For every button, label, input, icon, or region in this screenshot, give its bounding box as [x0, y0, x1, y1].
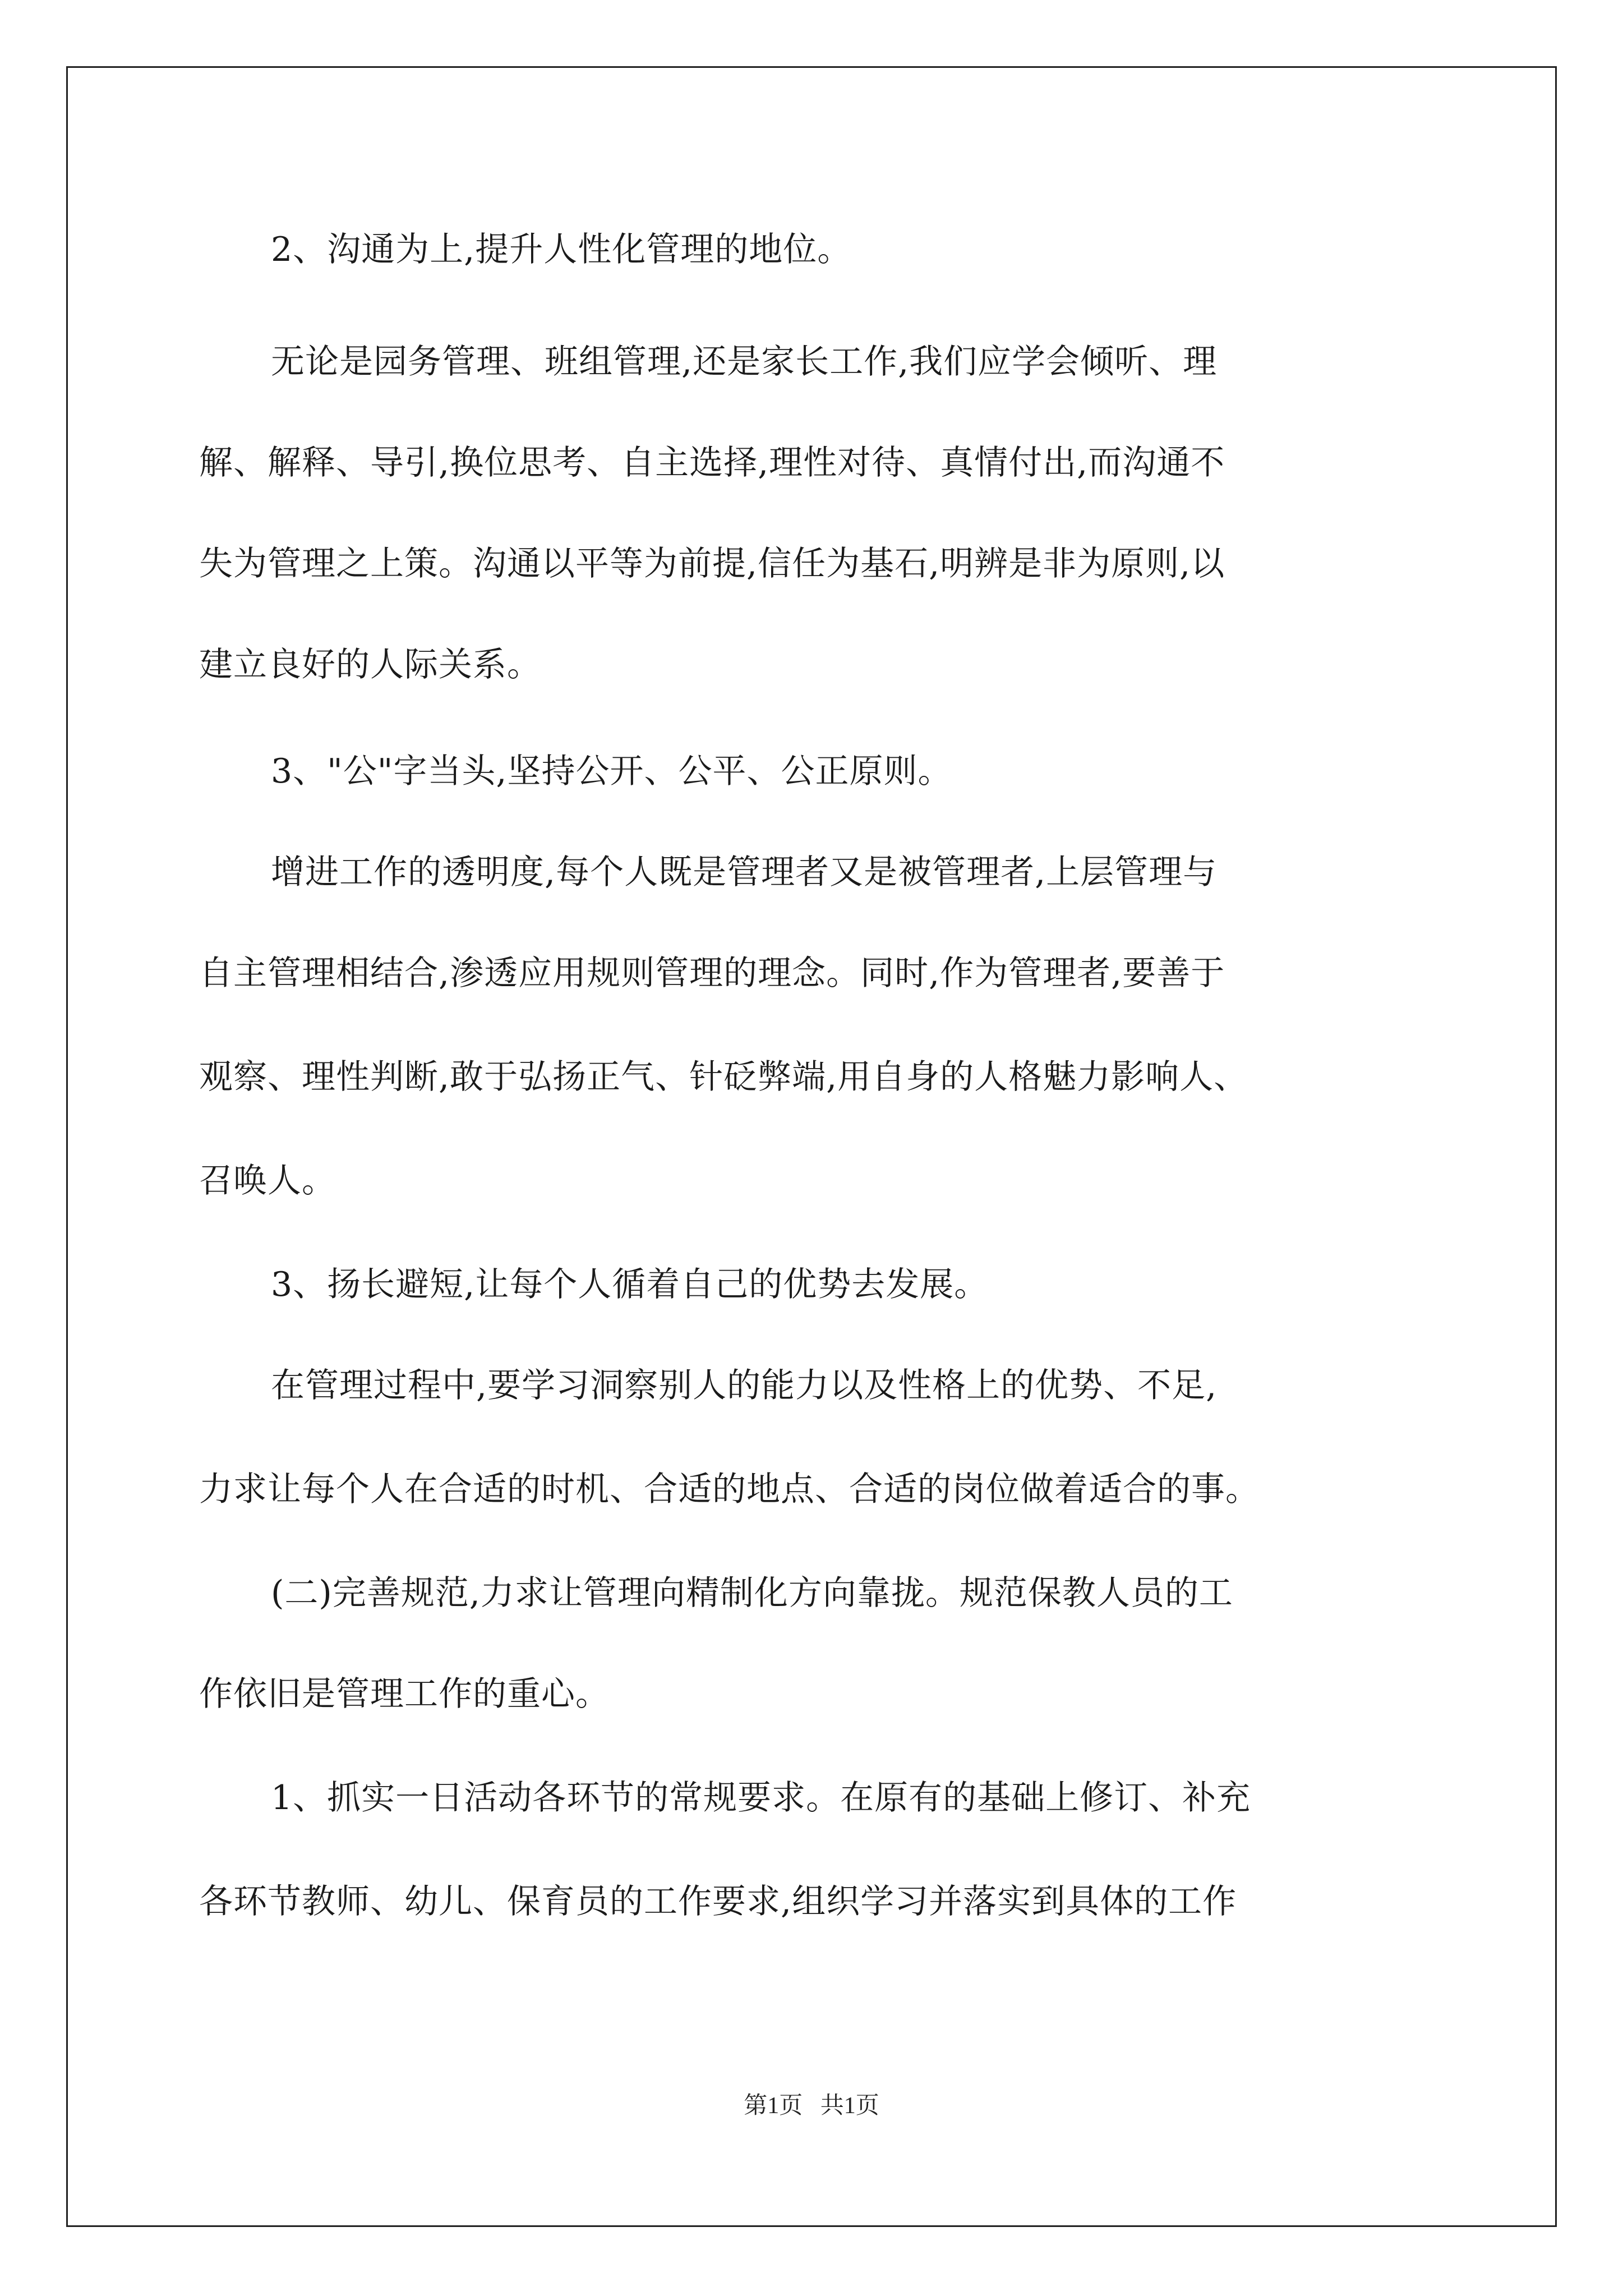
paragraph-line: 力求让每个人在合适的时机、合适的地点、合适的岗位做着适合的事。 [199, 1470, 1260, 1509]
paragraph-line: 失为管理之上策。沟通以平等为前提,信任为基石,明辨是非为原则,以 [199, 544, 1225, 583]
paragraph-line: 观察、理性判断,敢于弘扬正气、针砭弊端,用自身的人格魅力影响人、 [199, 1057, 1248, 1097]
paragraph-heading: 3、扬长避短,让每个人循着自己的优势去发展。 [271, 1265, 989, 1304]
paragraph-heading: (二)完善规范,力求让管理向精制化方向靠拢。规范保教人员的工 [271, 1573, 1233, 1613]
paragraph-line: 增进工作的透明度,每个人既是管理者又是被管理者,上层管理与 [271, 853, 1218, 892]
paragraph-heading: 1、抓实一日活动各环节的常规要求。在原有的基础上修订、补充 [271, 1778, 1251, 1818]
paragraph-line: 解、解释、导引,换位思考、自主选择,理性对待、真情付出,而沟通不 [199, 443, 1225, 482]
paragraph-line: 作依旧是管理工作的重心。 [199, 1674, 610, 1714]
paragraph-line: 建立良好的人际关系。 [199, 645, 541, 684]
paragraph-line: 各环节教师、幼儿、保育员的工作要求,组织学习并落实到具体的工作 [199, 1882, 1237, 1921]
paragraph-line: 自主管理相结合,渗透应用规则管理的理念。同时,作为管理者,要善于 [199, 954, 1225, 993]
paragraph-line: 无论是园务管理、班组管理,还是家长工作,我们应学会倾听、理 [271, 342, 1218, 381]
paragraph-line: 召唤人。 [199, 1161, 336, 1200]
paragraph-line: 在管理过程中,要学习洞察别人的能力以及性格上的优势、不足, [271, 1366, 1218, 1405]
page-number-footer: 第1页 共1页 [744, 2093, 879, 2119]
paragraph-heading: 2、沟通为上,提升人性化管理的地位。 [271, 230, 852, 269]
paragraph-heading: 3、"公"字当头,坚持公开、公平、公正原则。 [271, 752, 952, 791]
